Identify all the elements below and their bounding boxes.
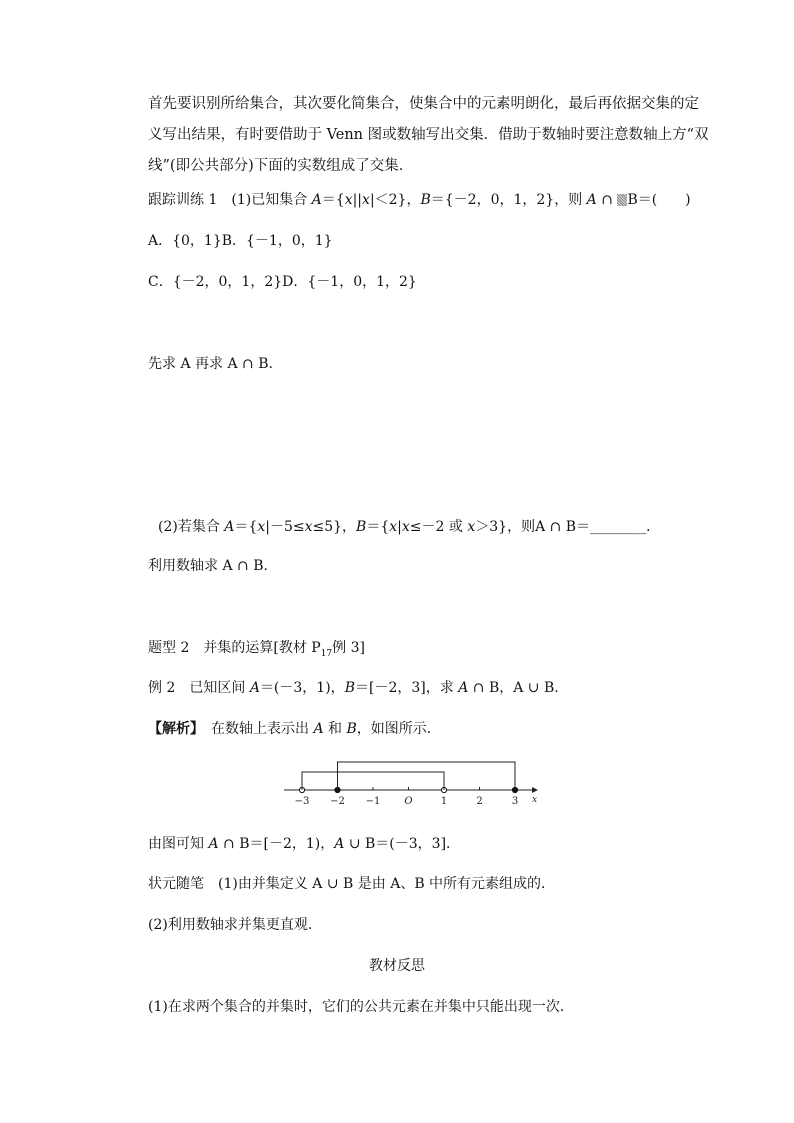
- solution-line: [148, 718, 441, 740]
- exercise-1-question: [148, 189, 691, 211]
- set-b: B: [356, 519, 367, 535]
- var-x: x: [467, 519, 476, 535]
- interval-B: [338, 762, 516, 790]
- var-x: x: [362, 192, 370, 208]
- intro-line-1: 首先要识别所给集合，其次要化简集合，使集合中的元素明朗化，最后再依据交集的定: [148, 96, 699, 112]
- var-x: x: [389, 519, 398, 535]
- tick-label: −1: [365, 796, 381, 807]
- text: ＝{－2，0，1，2}，则: [430, 192, 587, 208]
- text: 例 2 已知区间: [148, 680, 250, 696]
- text: ≤5}，: [312, 519, 357, 535]
- text: ＝(－3，1)，: [259, 680, 345, 696]
- text: ∪ B＝(－3，3]．: [344, 836, 461, 852]
- text: ＝{: [321, 192, 345, 208]
- tick-label: 1: [440, 796, 448, 807]
- tick-label: −2: [330, 796, 345, 807]
- hint-1: 先求 A 再求 A ∩ B.: [148, 356, 273, 372]
- text: (2)若集合: [158, 519, 225, 535]
- var-x: x: [304, 519, 313, 535]
- type-2-heading: [148, 637, 365, 665]
- text: ＝[－2，3]，求: [354, 680, 459, 696]
- text: 例 3]: [332, 640, 365, 656]
- text: |＜2}，: [369, 192, 421, 208]
- exercise-2-question: [158, 516, 660, 538]
- text: 和: [323, 721, 347, 737]
- text: |: [397, 519, 402, 535]
- set-a: A: [224, 519, 235, 535]
- scan-artifact-icon: [617, 194, 627, 206]
- text: ∩ B，A ∪ B.: [468, 680, 559, 696]
- set-a: A: [249, 680, 260, 696]
- set-a: A: [208, 836, 219, 852]
- hint-2: 利用数轴求 A ∩ B.: [148, 558, 268, 574]
- set-a: A: [458, 680, 469, 696]
- reflection-title: 教材反思: [369, 958, 425, 974]
- note-2: (2)利用数轴求并集更直观．: [148, 917, 322, 933]
- text: |－5≤: [265, 519, 305, 535]
- exercise-1-prefix: 跟踪训练 1 (1)已知集合: [148, 192, 312, 208]
- var-x: x: [257, 519, 266, 535]
- options-ab: A．{0，1}B．{－1，0，1}: [148, 233, 333, 249]
- number-line-figure: [270, 752, 550, 812]
- set-a: A: [313, 721, 324, 737]
- text: ＝{: [234, 519, 258, 535]
- set-a: A: [586, 192, 597, 208]
- text: ≤－2 或: [409, 519, 468, 535]
- solution-tag: 【解析】: [148, 721, 197, 737]
- text: ||: [352, 192, 363, 208]
- tick-label: O: [404, 796, 413, 807]
- example-2: [148, 677, 559, 699]
- conclusion: [148, 833, 460, 855]
- reflection-p1: (1)在求两个集合的并集时，它们的公共元素在并集中只能出现一次．: [148, 999, 574, 1015]
- set-b: B: [420, 192, 431, 208]
- tick-label: 3: [511, 796, 519, 807]
- tick-label: 2: [476, 796, 483, 807]
- text: B＝( ): [627, 192, 691, 208]
- set-b: B: [344, 680, 355, 696]
- intersection-symbol: ∩: [596, 192, 618, 208]
- axis-label: x: [532, 795, 538, 805]
- tick-label: −3: [294, 796, 310, 807]
- page-subscript: 17: [320, 648, 333, 659]
- set-a: A: [334, 836, 345, 852]
- var-x: x: [344, 192, 353, 208]
- note-1: 状元随笔 (1)由并集定义 A ∪ B 是由 A、B 中所有元素组成的．: [148, 876, 556, 892]
- intro-line-2: 义写出结果，有时要借助于 Venn 图或数轴写出交集．借助于数轴时要注意数轴上方“双: [148, 127, 709, 143]
- text: ＞3}，则A ∩ B＝________．: [475, 519, 661, 535]
- text: ∩ B＝[－2，1)，: [218, 836, 335, 852]
- set-b: B: [346, 721, 357, 737]
- intro-line-3: 线”(即公共部分)下面的实数组成了交集．: [148, 158, 414, 174]
- var-x: x: [401, 519, 410, 535]
- text: ＝{: [366, 519, 390, 535]
- text: ，如图所示．: [356, 721, 441, 737]
- text: 由图可知: [148, 836, 209, 852]
- options-cd: C．{－2，0，1，2}D．{－1，0，1，2}: [148, 274, 417, 290]
- text: 题型 2 并集的运算[教材 P: [148, 640, 321, 656]
- axis-arrow-icon: [532, 787, 538, 793]
- set-a: A: [311, 192, 322, 208]
- text: 在数轴上表示出: [197, 721, 314, 737]
